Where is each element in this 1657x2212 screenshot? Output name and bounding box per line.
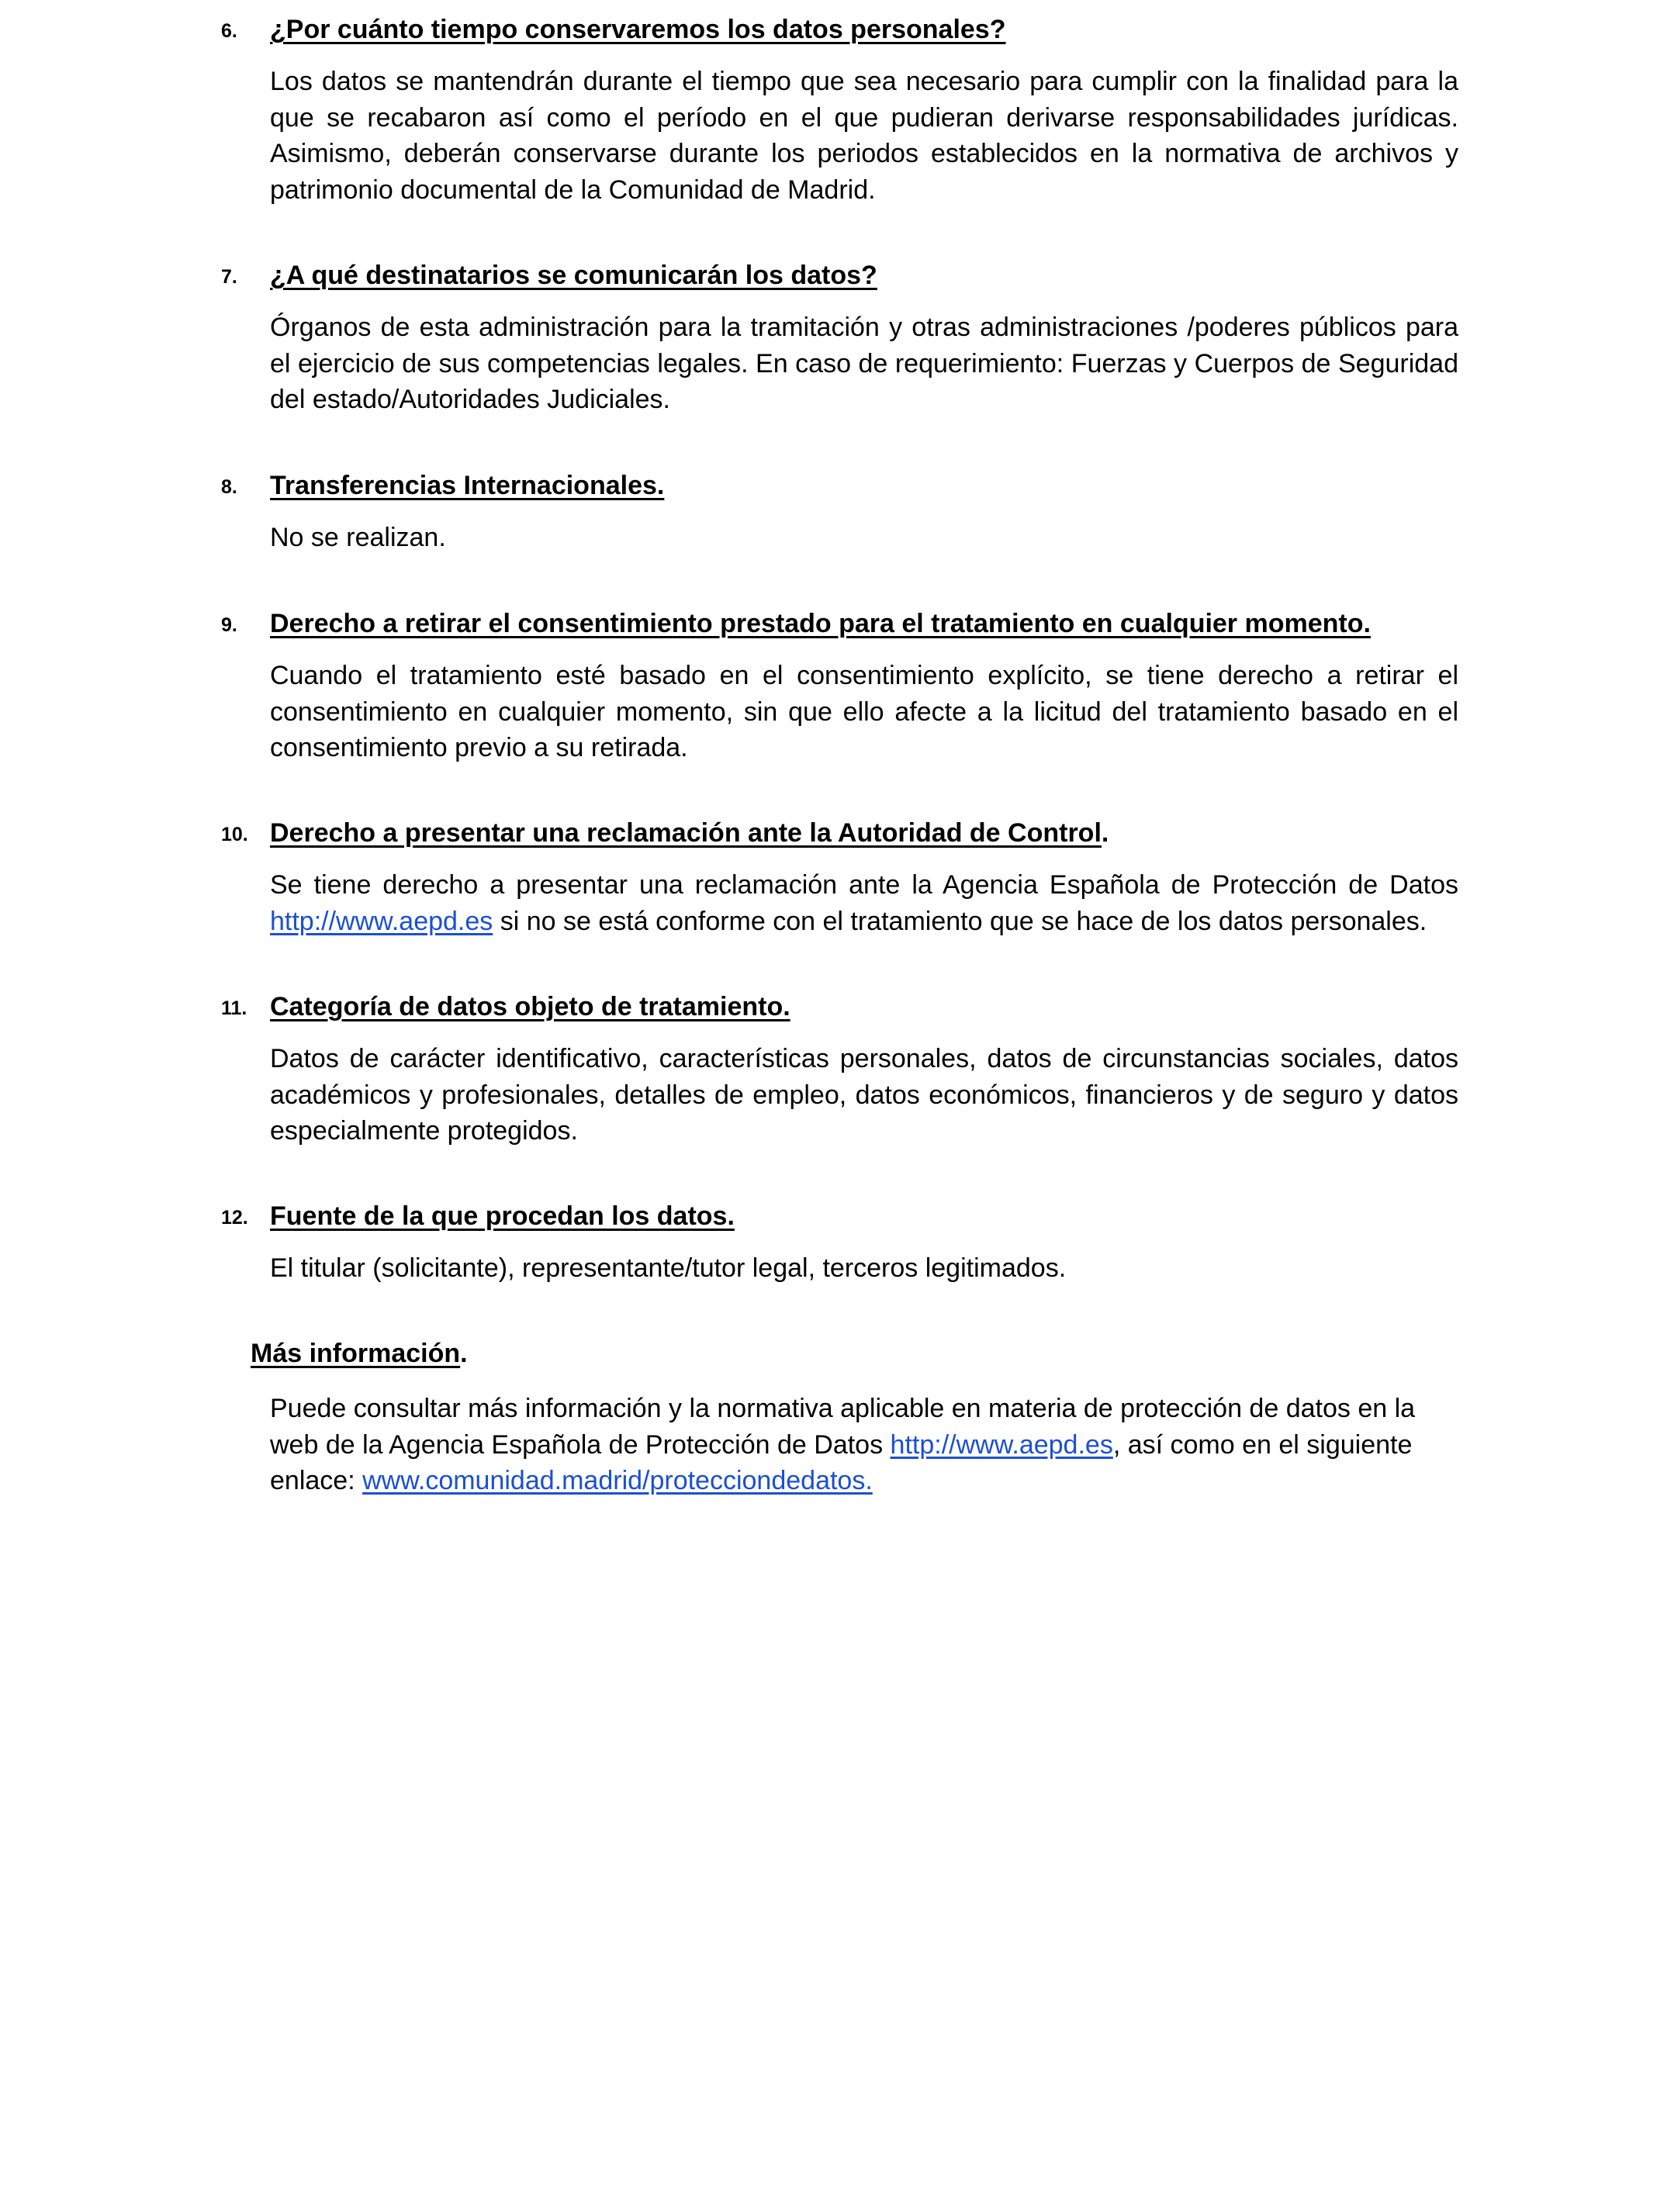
more-info-heading <box>251 1336 468 1370</box>
section-number: 9. <box>221 614 237 636</box>
section-body <box>270 867 1458 939</box>
section-body: Órganos de esta administración para la tramitación y otras administraciones /poderes públicos para el ejercicio de sus competencias legales. En caso de requerimiento: Fuerzas y Cuerpos de Seguridad del estado/Autoridades Judiciales. <box>270 313 1458 414</box>
section-number: 11. <box>221 997 247 1019</box>
more-info-text-2: , así como en el siguiente enlace: <box>270 1429 1413 1495</box>
section-number: 12. <box>221 1207 248 1229</box>
section-body: El titular (solicitante), representante/tutor legal, terceros legitimados. <box>270 1253 1067 1283</box>
section-body: Datos de carácter identificativo, características personales, datos de circunstancias sociales, datos académicos y profesionales, detalles de empleo, datos económicos, financieros y de seguro y datos especialmente protegidos. <box>270 1044 1458 1146</box>
section-number: 8. <box>221 476 237 498</box>
aepd-link[interactable]: http://www.aepd.es <box>270 906 493 936</box>
comunidad-madrid-link[interactable]: www.comunidad.madrid/protecciondedatos. <box>362 1466 873 1495</box>
section-title: ¿Por cuánto tiempo conservaremos los datos personales? <box>270 15 1006 44</box>
section-number: 7. <box>221 266 237 288</box>
section-title: Derecho a retirar el consentimiento prestado para el tratamiento en cualquier momento. <box>270 609 1371 638</box>
body-text: Se tiene derecho a presentar una reclamación ante la Agencia Española de Protección de Datos <box>270 870 1458 900</box>
more-info-body <box>270 1391 1458 1499</box>
section-number: 10. <box>221 824 248 845</box>
section-title: Fuente de la que procedan los datos. <box>270 1201 735 1231</box>
more-info-title: Más información <box>251 1339 461 1368</box>
section-title: Derecho a presentar una reclamación ante la Autoridad de Control <box>270 818 1102 848</box>
more-info-text: Puede consultar más información y la normativa aplicable en materia de protección de datos en la web de la Agencia Española de Protección de Datos <box>270 1394 1416 1460</box>
section-title-wrap <box>270 816 1109 850</box>
section-title-suffix: . <box>1101 818 1109 848</box>
section-body: No se realizan. <box>270 523 446 552</box>
more-info-title-suffix: . <box>460 1339 468 1368</box>
body-text-after-link: si no se está conforme con el tratamiento que se hace de los datos personales. <box>500 906 1427 936</box>
section-title: Transferencias Internacionales. <box>270 471 665 500</box>
aepd-link[interactable]: http://www.aepd.es <box>890 1429 1113 1460</box>
section-title: Categoría de datos objeto de tratamiento. <box>270 992 790 1021</box>
section-number: 6. <box>221 20 237 42</box>
section-title: ¿A qué destinatarios se comunicarán los datos? <box>270 261 877 290</box>
section-body: Los datos se mantendrán durante el tiempo que sea necesario para cumplir con la finalidad para la que se recabaron así como el período en el que pudieran derivarse responsabilidades jurídicas. Asimismo, deberán conservarse durante los periodos establecidos en la normativa de archivos y patrimonio documental de la Comunidad de Madrid. <box>270 67 1458 205</box>
section-body: Cuando el tratamiento esté basado en el consentimiento explícito, se tiene derecho a retirar el consentimiento en cualquier momento, sin que ello afecte a la licitud del tratamiento basado en el consentimiento previo a su retirada. <box>270 661 1458 762</box>
